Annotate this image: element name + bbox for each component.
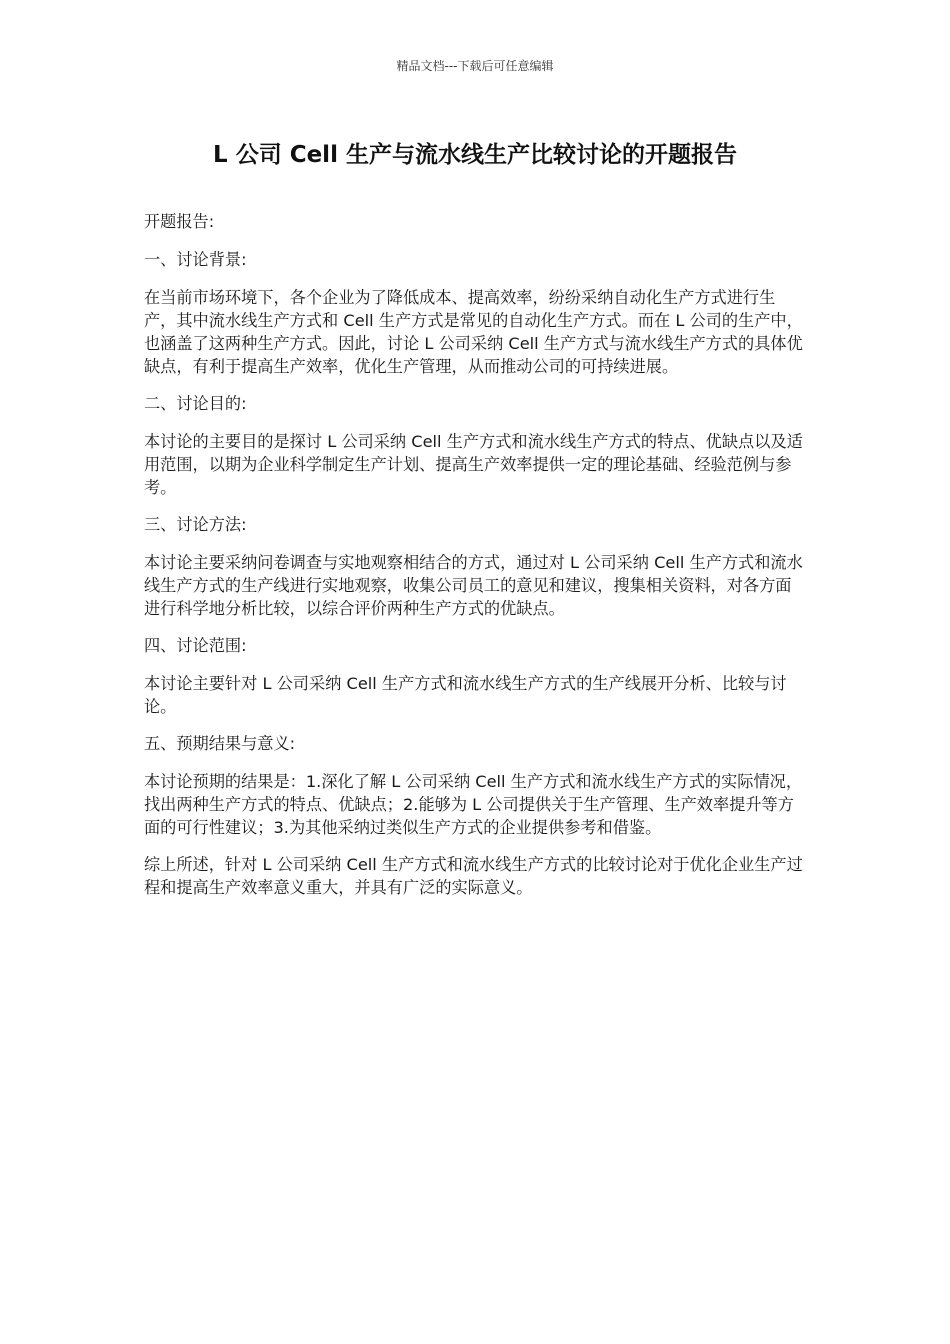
section-heading-expected-results: 五、预期结果与意义: [144,734,296,753]
section-body-purpose: 本讨论的主要目的是探讨 L 公司采纳 Cell 生产方式和流水线生产方式的特点、优缺点以及适用范围，以期为企业科学制定生产计划、提高生产效率提供一定的理论基础、经验范例与参考。 [144,432,803,497]
conclusion-paragraph: 综上所述，针对 L 公司采纳 Cell 生产方式和流水线生产方式的比较讨论对于优化企业生产过程和提高生产效率意义重大，并具有广泛的实际意义。 [144,855,803,897]
section-heading-scope: 四、讨论范围: [144,636,247,655]
section-body-method: 本讨论主要采纳问卷调查与实地观察相结合的方式，通过对 L 公司采纳 Cell 生产方式和流水线生产方式的生产线进行实地观察，收集公司员工的意见和建议，搜集相关资料，对各方面进行科学地分析比较，以综合评价两种生产方式的优缺点。 [144,553,803,618]
section-heading-method: 三、讨论方法: [144,515,247,534]
intro-label: 开题报告: [144,212,215,231]
section-heading-background: 一、讨论背景: [144,250,247,269]
document-title: L 公司 Cell 生产与流水线生产比较讨论的开题报告 [213,142,737,168]
section-body-background: 在当前市场环境下，各个企业为了降低成本、提高效率，纷纷采纳自动化生产方式进行生产，其中流水线生产方式和 Cell 生产方式是常见的自动化生产方式。而在 L 公司的生产中，也涵盖了这两种生产方式。因此，讨论 L 公司采纳 Cell 生产方式与流水线生产方式的具体优缺点，有利于提高生产效率，优化生产管理，从而推动公司的可持续进展。 [144,288,803,376]
section-body-scope: 本讨论主要针对 L 公司采纳 Cell 生产方式和流水线生产方式的生产线展开分析、比较与讨论。 [144,674,787,716]
page-header-watermark: 精品文档---下载后可任意编辑 [396,59,554,73]
document-body [144,210,806,913]
section-body-expected-results: 本讨论预期的结果是：1.深化了解 L 公司采纳 Cell 生产方式和流水线生产方式的实际情况，找出两种生产方式的特点、优缺点；2.能够为 L 公司提供关于生产管理、生产效率提升等方面的可行性建议；3.为其他采纳过类似生产方式的企业提供参考和借鉴。 [144,772,803,837]
section-heading-purpose: 二、讨论目的: [144,394,247,413]
